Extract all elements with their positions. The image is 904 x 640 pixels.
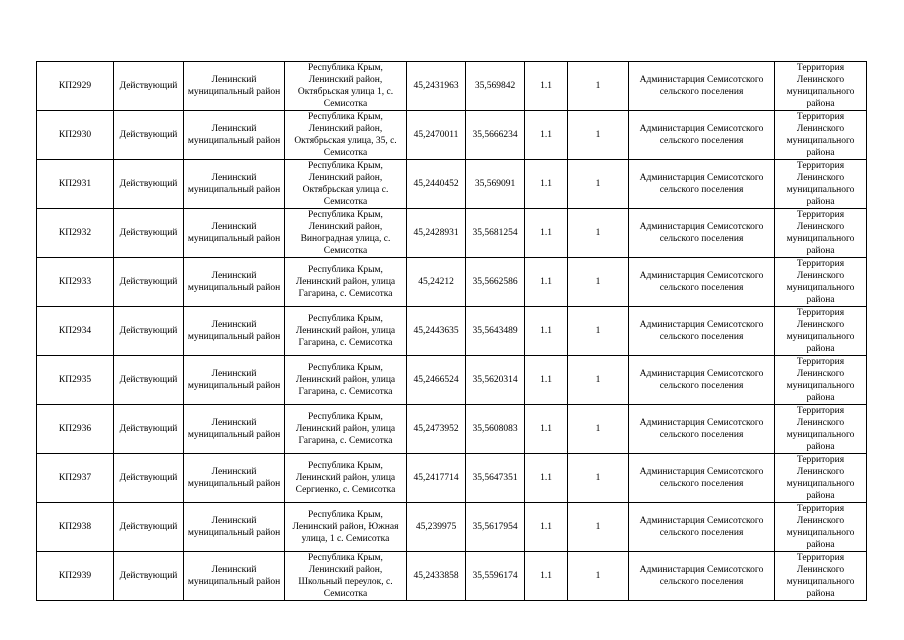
volume-cell: 1.1 — [525, 307, 568, 356]
owner-cell: Администарция Семисотского сельского поселения — [629, 258, 775, 307]
point-id-cell: КП2934 — [37, 307, 114, 356]
latitude-cell: 45,2417714 — [407, 454, 466, 503]
district-cell: Ленинский муниципальный район — [184, 258, 285, 307]
point-id-cell: КП2935 — [37, 356, 114, 405]
container-count-cell: 1 — [568, 258, 629, 307]
latitude-cell: 45,2466524 — [407, 356, 466, 405]
longitude-cell: 35,5643489 — [466, 307, 525, 356]
registry-table — [36, 61, 867, 601]
longitude-cell: 35,5662586 — [466, 258, 525, 307]
district-cell: Ленинский муниципальный район — [184, 454, 285, 503]
owner-cell: Администарция Семисотского сельского поселения — [629, 405, 775, 454]
container-count-cell: 1 — [568, 405, 629, 454]
territory-cell: Территория Ленинского муниципального района — [775, 405, 867, 454]
owner-cell: Администарция Семисотского сельского поселения — [629, 356, 775, 405]
status-cell: Действующий — [114, 111, 184, 160]
table-row — [37, 307, 867, 356]
table-row — [37, 258, 867, 307]
container-count-cell: 1 — [568, 209, 629, 258]
volume-cell: 1.1 — [525, 111, 568, 160]
district-cell: Ленинский муниципальный район — [184, 111, 285, 160]
table-row — [37, 62, 867, 111]
address-cell: Республика Крым, Ленинский район, улица Сергиенко, с. Семисотка — [285, 454, 407, 503]
container-count-cell: 1 — [568, 454, 629, 503]
address-cell: Республика Крым, Ленинский район, Школьный переулок, с. Семисотка — [285, 552, 407, 601]
district-cell: Ленинский муниципальный район — [184, 62, 285, 111]
table-body — [37, 62, 867, 601]
longitude-cell: 35,5608083 — [466, 405, 525, 454]
status-cell: Действующий — [114, 454, 184, 503]
container-count-cell: 1 — [568, 356, 629, 405]
latitude-cell: 45,2470011 — [407, 111, 466, 160]
point-id-cell: КП2931 — [37, 160, 114, 209]
volume-cell: 1.1 — [525, 503, 568, 552]
volume-cell: 1.1 — [525, 454, 568, 503]
longitude-cell: 35,5617954 — [466, 503, 525, 552]
district-cell: Ленинский муниципальный район — [184, 209, 285, 258]
district-cell: Ленинский муниципальный район — [184, 405, 285, 454]
point-id-cell: КП2933 — [37, 258, 114, 307]
table-row — [37, 160, 867, 209]
point-id-cell: КП2937 — [37, 454, 114, 503]
address-cell: Республика Крым, Ленинский район, Виноградная улица, с. Семисотка — [285, 209, 407, 258]
status-cell: Действующий — [114, 503, 184, 552]
point-id-cell: КП2929 — [37, 62, 114, 111]
volume-cell: 1.1 — [525, 405, 568, 454]
owner-cell: Администарция Семисотского сельского поселения — [629, 552, 775, 601]
territory-cell: Территория Ленинского муниципального района — [775, 356, 867, 405]
address-cell: Республика Крым, Ленинский район, улица Гагарина, с. Семисотка — [285, 405, 407, 454]
status-cell: Действующий — [114, 307, 184, 356]
address-cell: Республика Крым, Ленинский район, Октябрьская улица с. Семисотка — [285, 160, 407, 209]
district-cell: Ленинский муниципальный район — [184, 160, 285, 209]
latitude-cell: 45,2428931 — [407, 209, 466, 258]
container-count-cell: 1 — [568, 62, 629, 111]
territory-cell: Территория Ленинского муниципального района — [775, 209, 867, 258]
container-count-cell: 1 — [568, 111, 629, 160]
owner-cell: Администарция Семисотского сельского поселения — [629, 209, 775, 258]
volume-cell: 1.1 — [525, 160, 568, 209]
owner-cell: Администарция Семисотского сельского поселения — [629, 62, 775, 111]
table-row — [37, 552, 867, 601]
latitude-cell: 45,2431963 — [407, 62, 466, 111]
territory-cell: Территория Ленинского муниципального района — [775, 258, 867, 307]
volume-cell: 1.1 — [525, 209, 568, 258]
territory-cell: Территория Ленинского муниципального района — [775, 62, 867, 111]
district-cell: Ленинский муниципальный район — [184, 503, 285, 552]
status-cell: Действующий — [114, 405, 184, 454]
district-cell: Ленинский муниципальный район — [184, 307, 285, 356]
territory-cell: Территория Ленинского муниципального района — [775, 111, 867, 160]
latitude-cell: 45,2433858 — [407, 552, 466, 601]
owner-cell: Администарция Семисотского сельского поселения — [629, 454, 775, 503]
status-cell: Действующий — [114, 62, 184, 111]
longitude-cell: 35,5666234 — [466, 111, 525, 160]
table-row — [37, 405, 867, 454]
address-cell: Республика Крым, Ленинский район, Октябрьская улица, 35, с. Семисотка — [285, 111, 407, 160]
volume-cell: 1.1 — [525, 62, 568, 111]
territory-cell: Территория Ленинского муниципального района — [775, 307, 867, 356]
volume-cell: 1.1 — [525, 356, 568, 405]
point-id-cell: КП2932 — [37, 209, 114, 258]
longitude-cell: 35,5681254 — [466, 209, 525, 258]
container-count-cell: 1 — [568, 503, 629, 552]
district-cell: Ленинский муниципальный район — [184, 356, 285, 405]
latitude-cell: 45,2440452 — [407, 160, 466, 209]
point-id-cell: КП2930 — [37, 111, 114, 160]
district-cell: Ленинский муниципальный район — [184, 552, 285, 601]
volume-cell: 1.1 — [525, 552, 568, 601]
owner-cell: Администарция Семисотского сельского поселения — [629, 307, 775, 356]
longitude-cell: 35,569842 — [466, 62, 525, 111]
table-row — [37, 503, 867, 552]
address-cell: Республика Крым, Ленинский район, улица Гагарина, с. Семисотка — [285, 356, 407, 405]
address-cell: Республика Крым, Ленинский район, Южная улица, 1 с. Семисотка — [285, 503, 407, 552]
status-cell: Действующий — [114, 209, 184, 258]
point-id-cell: КП2938 — [37, 503, 114, 552]
latitude-cell: 45,239975 — [407, 503, 466, 552]
container-count-cell: 1 — [568, 552, 629, 601]
address-cell: Республика Крым, Ленинский район, улица Гагарина, с. Семисотка — [285, 307, 407, 356]
territory-cell: Территория Ленинского муниципального района — [775, 503, 867, 552]
container-count-cell: 1 — [568, 307, 629, 356]
point-id-cell: КП2936 — [37, 405, 114, 454]
table-row — [37, 454, 867, 503]
latitude-cell: 45,24212 — [407, 258, 466, 307]
territory-cell: Территория Ленинского муниципального района — [775, 454, 867, 503]
point-id-cell: КП2939 — [37, 552, 114, 601]
status-cell: Действующий — [114, 258, 184, 307]
status-cell: Действующий — [114, 356, 184, 405]
longitude-cell: 35,5647351 — [466, 454, 525, 503]
latitude-cell: 45,2473952 — [407, 405, 466, 454]
volume-cell: 1.1 — [525, 258, 568, 307]
longitude-cell: 35,569091 — [466, 160, 525, 209]
table-row — [37, 356, 867, 405]
territory-cell: Территория Ленинского муниципального района — [775, 552, 867, 601]
longitude-cell: 35,5620314 — [466, 356, 525, 405]
status-cell: Действующий — [114, 552, 184, 601]
address-cell: Республика Крым, Ленинский район, улица Гагарина, с. Семисотка — [285, 258, 407, 307]
address-cell: Республика Крым, Ленинский район, Октябрьская улица 1, с. Семисотка — [285, 62, 407, 111]
owner-cell: Администарция Семисотского сельского поселения — [629, 503, 775, 552]
status-cell: Действующий — [114, 160, 184, 209]
table-row — [37, 209, 867, 258]
latitude-cell: 45,2443635 — [407, 307, 466, 356]
longitude-cell: 35,5596174 — [466, 552, 525, 601]
owner-cell: Администарция Семисотского сельского поселения — [629, 160, 775, 209]
table-row — [37, 111, 867, 160]
container-count-cell: 1 — [568, 160, 629, 209]
territory-cell: Территория Ленинского муниципального района — [775, 160, 867, 209]
owner-cell: Администарция Семисотского сельского поселения — [629, 111, 775, 160]
